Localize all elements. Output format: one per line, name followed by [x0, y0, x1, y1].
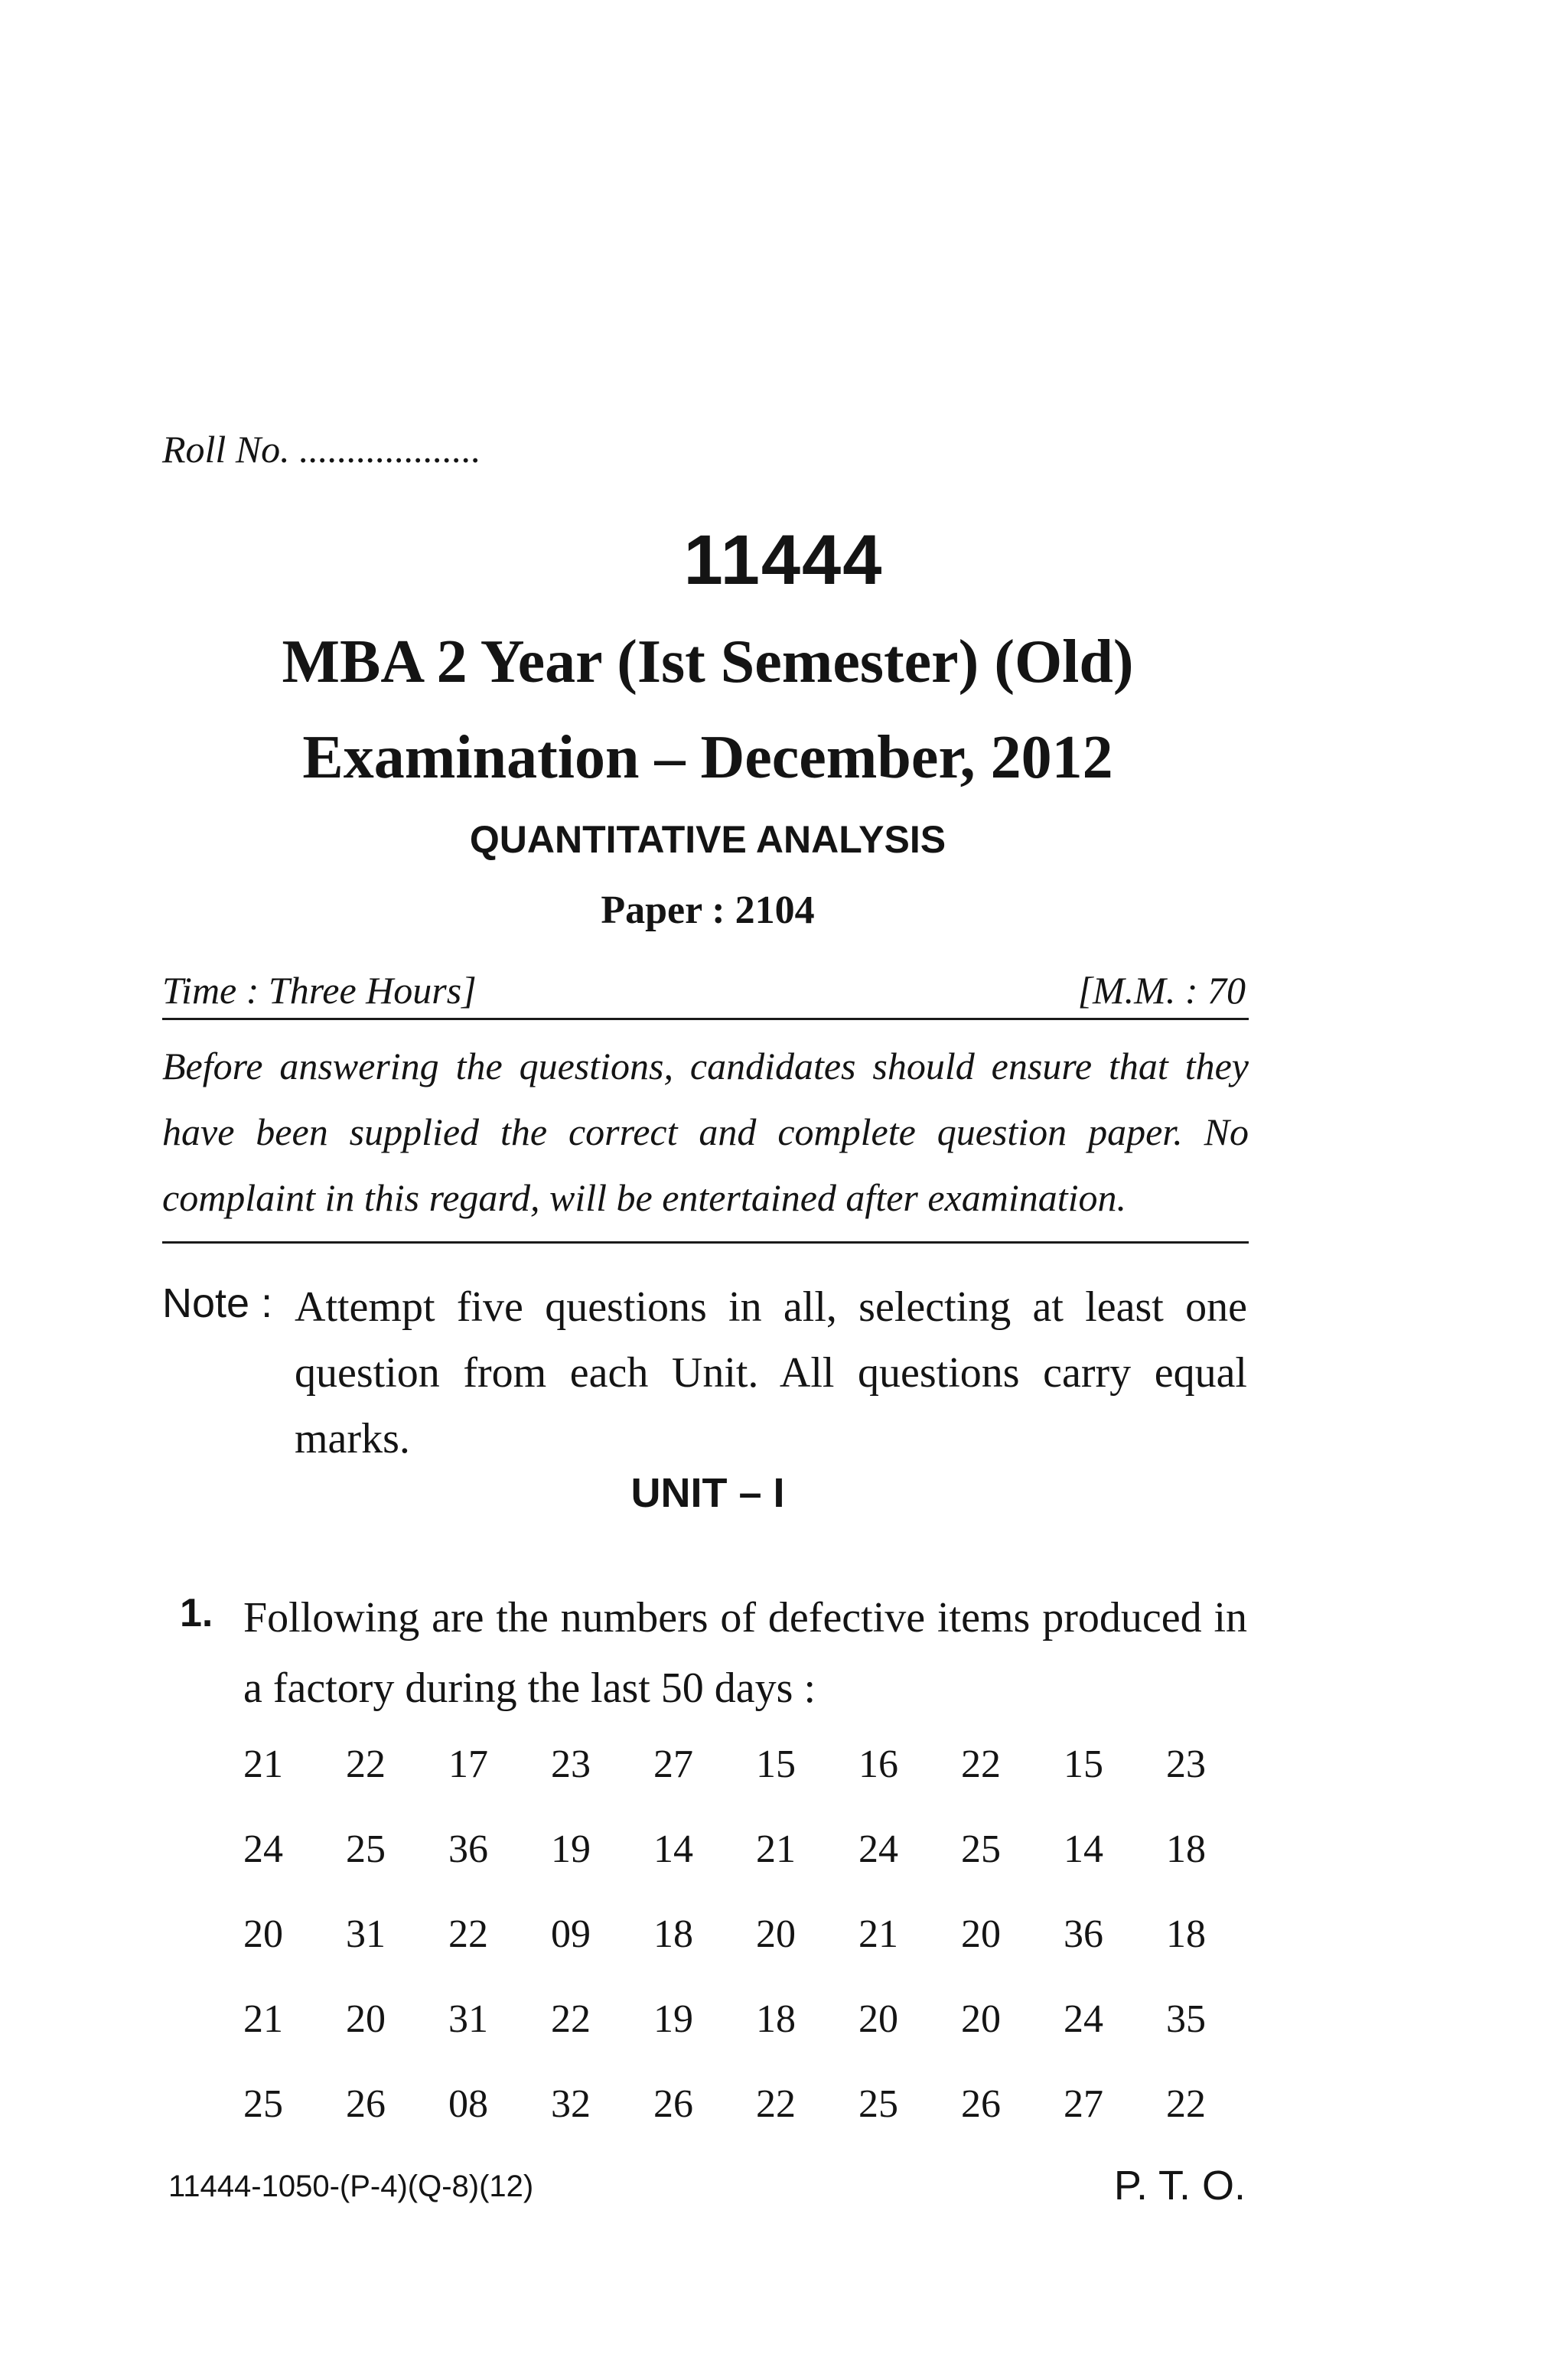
question-number: 1. [180, 1591, 213, 1635]
table-cell: 20 [756, 1912, 796, 1956]
table-cell: 24 [858, 1827, 898, 1871]
table-cell: 31 [448, 1997, 488, 2041]
table-row [243, 1807, 1269, 1892]
paper-number: Paper : 2104 [601, 888, 815, 932]
time-allowed: Time : Three Hours] [162, 969, 477, 1012]
table-cell: 20 [346, 1997, 386, 2041]
table-cell: 36 [1064, 1912, 1103, 1956]
roll-number-field: Roll No. ................... [162, 428, 481, 471]
table-row [243, 1722, 1269, 1807]
table-cell: 17 [448, 1743, 488, 1786]
table-cell: 22 [1166, 2082, 1206, 2126]
table-cell: 24 [1064, 1997, 1103, 2041]
table-cell: 21 [243, 1743, 283, 1786]
table-cell: 22 [346, 1743, 386, 1786]
table-cell: 23 [551, 1743, 591, 1786]
table-cell: 26 [346, 2082, 386, 2126]
table-cell: 21 [243, 1997, 283, 2041]
note-label: Note : [162, 1280, 273, 1326]
table-cell: 25 [346, 1827, 386, 1871]
table-cell: 25 [858, 2082, 898, 2126]
table-cell: 20 [961, 1997, 1001, 2041]
max-marks: [M.M. : 70 [1077, 969, 1246, 1012]
table-cell: 20 [961, 1912, 1001, 1956]
table-cell: 22 [551, 1997, 591, 2041]
table-cell: 21 [756, 1827, 796, 1871]
instructions-divider [162, 1241, 1249, 1244]
table-cell: 27 [653, 1743, 693, 1786]
unit-heading: UNIT – I [630, 1470, 785, 1516]
table-cell: 26 [961, 2082, 1001, 2126]
candidate-instructions: Before answering the questions, candidates should ensure that they have been supplied the correct and complete question paper. No complaint in this regard, will be entertained after examination. [162, 1045, 1249, 1219]
table-row [243, 1977, 1269, 2062]
table-cell: 15 [1064, 1743, 1103, 1786]
table-cell: 25 [961, 1827, 1001, 1871]
table-cell: 09 [551, 1912, 591, 1956]
table-cell: 22 [756, 2082, 796, 2126]
note-text: Attempt five questions in all, selecting at least one question from each Unit. All questions carry equal marks. [295, 1283, 1247, 1462]
table-cell: 19 [653, 1997, 693, 2041]
paper-code: 11444 [683, 521, 884, 599]
table-cell: 20 [243, 1912, 283, 1956]
defective-items-table [243, 1722, 1269, 2147]
footer-code: 11444-1050-(P-4)(Q-8)(12) [168, 2170, 534, 2203]
table-cell: 23 [1166, 1743, 1206, 1786]
table-cell: 14 [1064, 1827, 1103, 1871]
question-text: Following are the numbers of defective items produced in a factory during the last 50 days : [243, 1594, 1247, 1712]
table-cell: 15 [756, 1743, 796, 1786]
table-cell: 20 [858, 1997, 898, 2041]
table-cell: 16 [858, 1743, 898, 1786]
table-cell: 08 [448, 2082, 488, 2126]
table-cell: 18 [1166, 1827, 1206, 1871]
table-cell: 18 [653, 1912, 693, 1956]
table-row [243, 2062, 1269, 2147]
table-cell: 22 [961, 1743, 1001, 1786]
table-row [243, 1892, 1269, 1977]
table-cell: 32 [551, 2082, 591, 2126]
table-cell: 35 [1166, 1997, 1206, 2041]
table-cell: 19 [551, 1827, 591, 1871]
table-cell: 36 [448, 1827, 488, 1871]
table-cell: 31 [346, 1912, 386, 1956]
exam-title: MBA 2 Year (Ist Semester) (Old) [282, 628, 1134, 696]
table-cell: 22 [448, 1912, 488, 1956]
table-cell: 25 [243, 2082, 283, 2126]
table-cell: 14 [653, 1827, 693, 1871]
subject-title: QUANTITATIVE ANALYSIS [469, 818, 946, 861]
exam-session: Examination – December, 2012 [302, 724, 1113, 791]
table-cell: 18 [756, 1997, 796, 2041]
table-cell: 27 [1064, 2082, 1103, 2126]
table-cell: 24 [243, 1827, 283, 1871]
pto-label: P. T. O. [1113, 2163, 1246, 2209]
table-cell: 26 [653, 2082, 693, 2126]
table-cell: 21 [858, 1912, 898, 1956]
table-cell: 18 [1166, 1912, 1206, 1956]
header-divider [162, 1018, 1249, 1020]
